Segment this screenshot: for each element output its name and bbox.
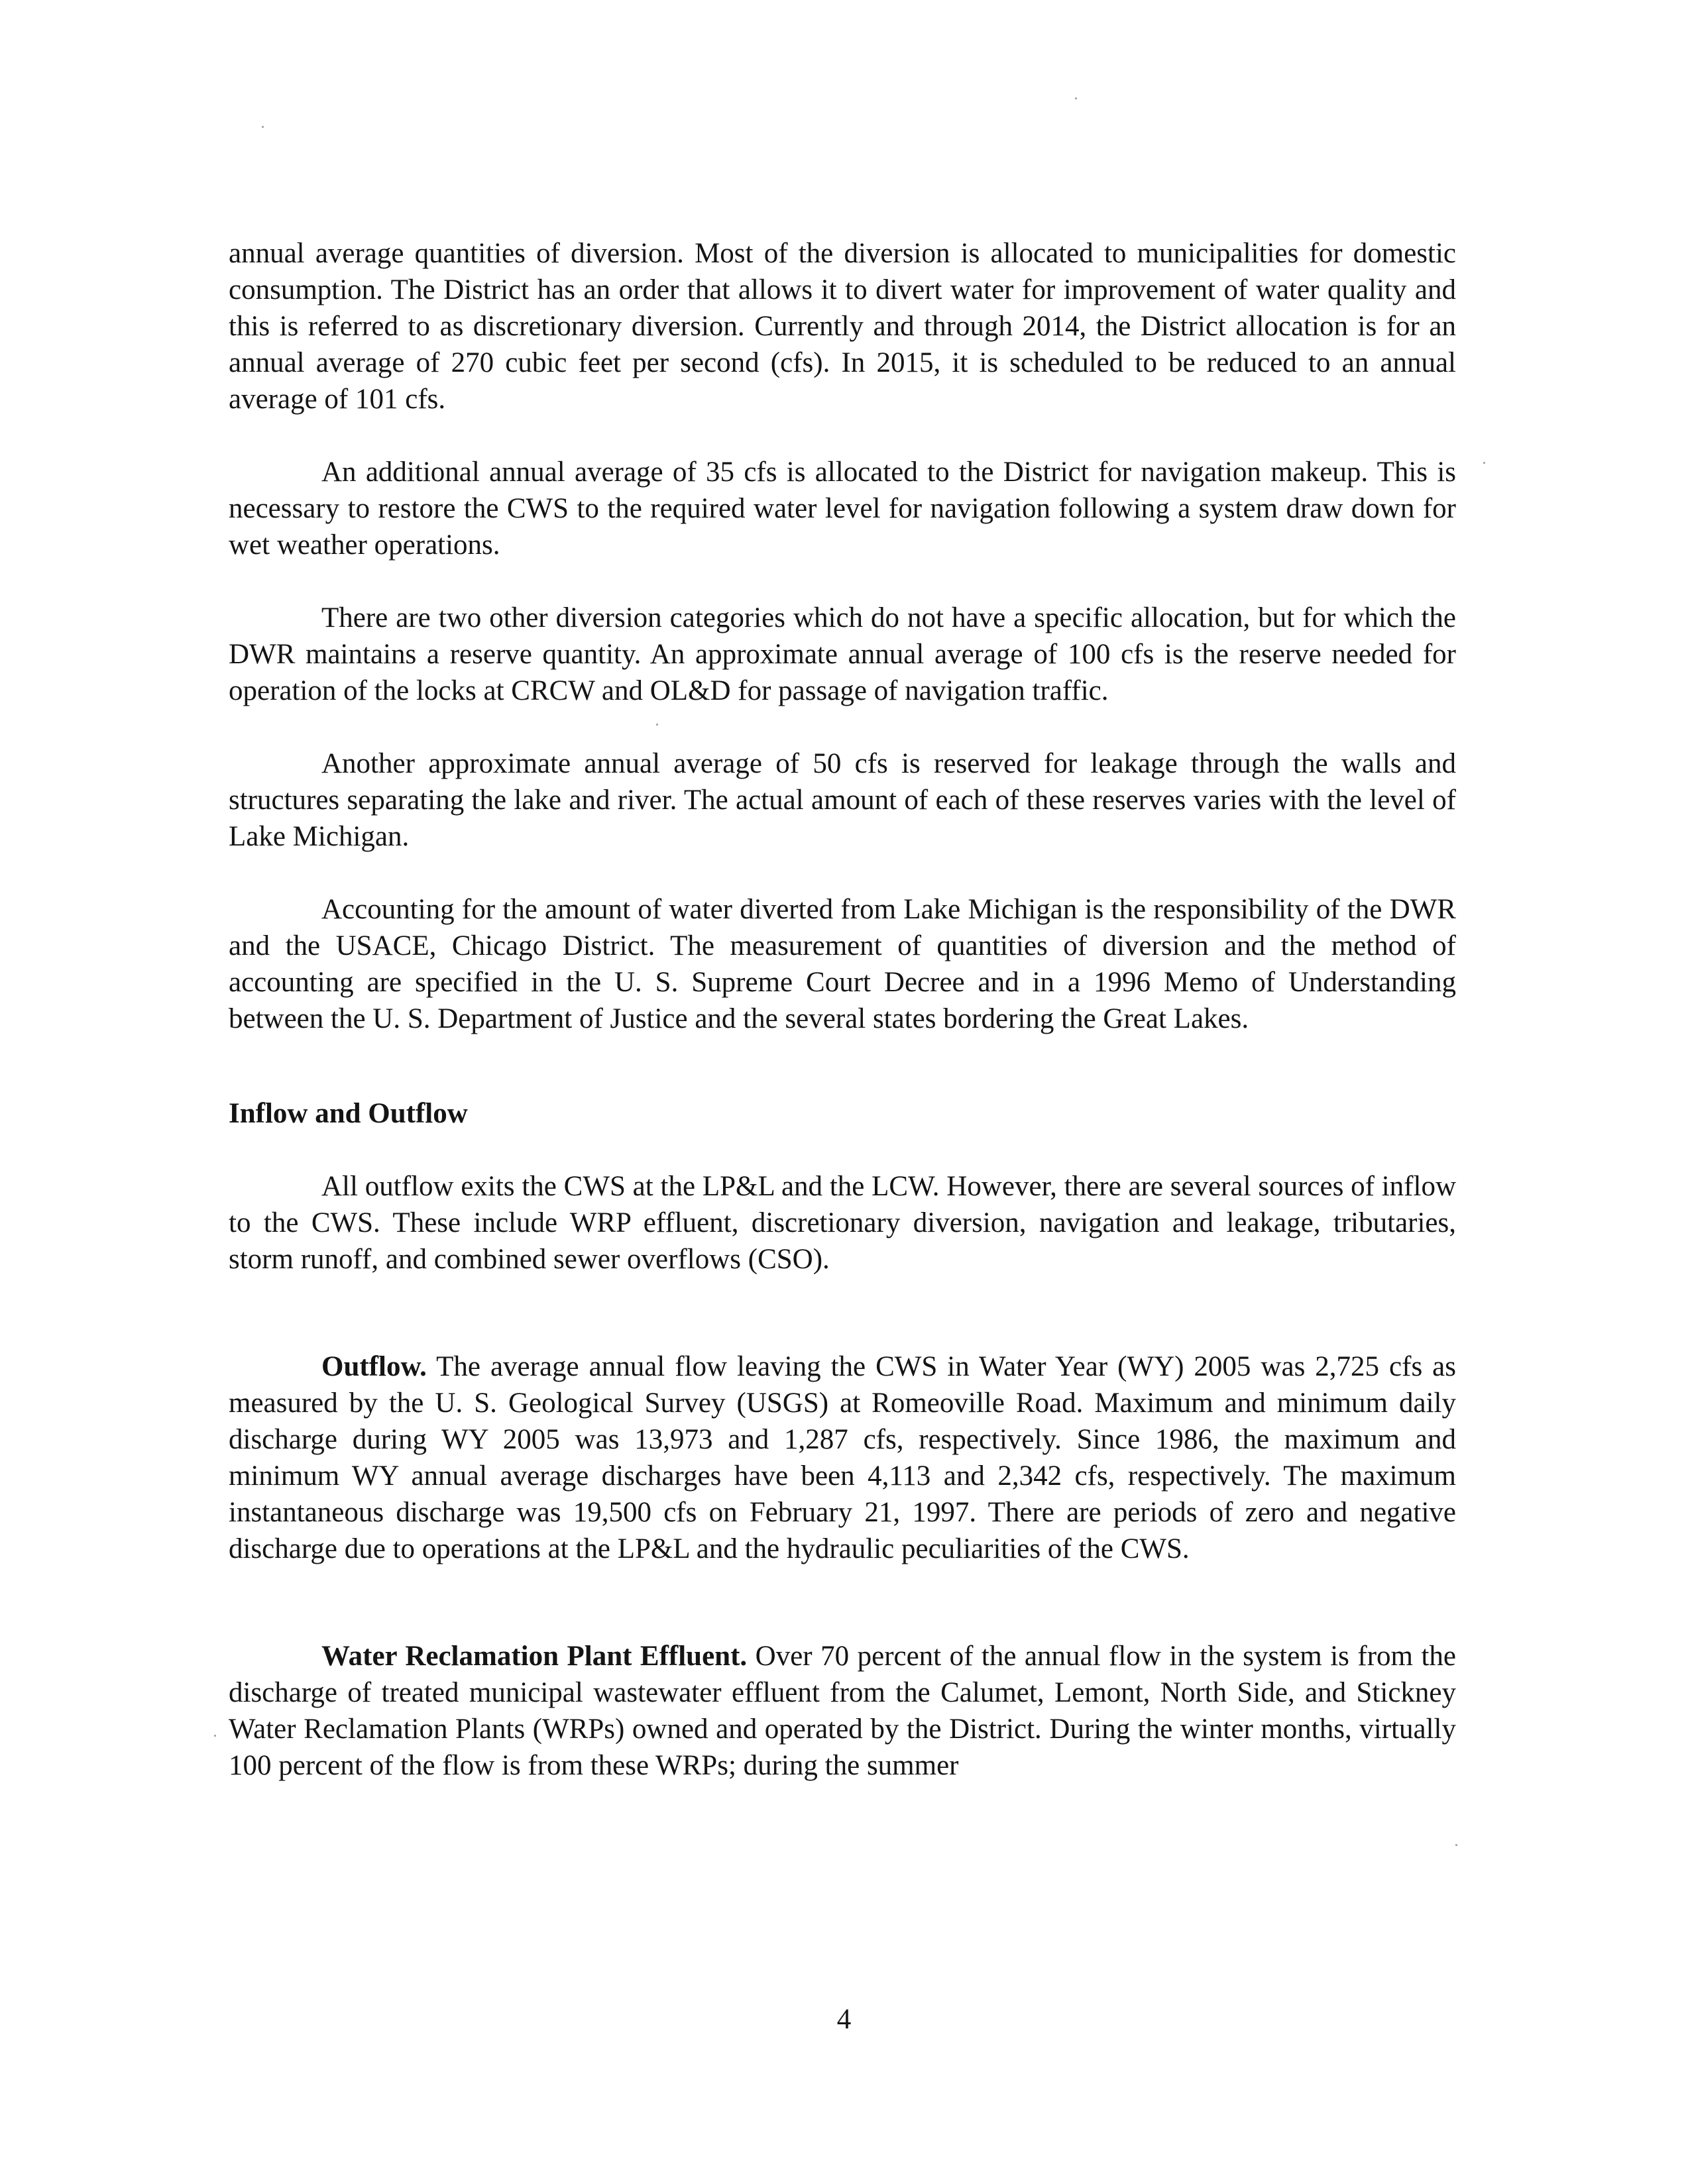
wrp-run-in-heading: Water Reclamation Plant Effluent.: [321, 1641, 748, 1672]
paragraph-outflow: [229, 1348, 1456, 1567]
scan-speck: [1075, 97, 1077, 99]
scan-speck: [262, 126, 264, 128]
paragraph-diversion-accounting: Accounting for the amount of water diverted from Lake Michigan is the responsibility of the DWR and the USACE, Chicago District. The measurement of quantities of diversion and the method of accounting are specified in the U. S. Supreme Court Decree and in a 1996 Memo of Understanding between the U. S. Department of Justice and the several states bordering the Great Lakes.: [229, 894, 1456, 1034]
document-page: [229, 235, 1456, 1784]
paragraph-leakage-reserve: Another approximate annual average of 50 cfs is reserved for leakage through the walls and structures separating the lake and river. The actual amount of each of these reserves varies with the level of Lake Michigan.: [229, 748, 1456, 852]
wrp-text: Over 70 percent of the annual flow in the system is from the discharge of treated municipal wastewater effluent from the Calumet, Lemont, North Side, and Stickney Water Reclamation Plants (WRPs) owned and operated by the District. During the winter months, virtually 100 percent of the flow is from these WRPs; during the summer: [229, 1641, 1457, 1781]
scan-speck: [1455, 1844, 1457, 1846]
outflow-run-in-heading: Outflow.: [321, 1351, 427, 1382]
scan-speck: [1483, 462, 1485, 464]
page-number: 4: [836, 2004, 852, 2035]
outflow-text: The average annual flow leaving the CWS in Water Year (WY) 2005 was 2,725 cfs as measured by the U. S. Geological Survey (USGS) at Romeoville Road. Maximum and minimum daily discharge during WY 2005 was 13,973 and 1,287 cfs, respectively. Since 1986, the maximum and minimum WY annual average discharges have been 4,113 and 2,342 cfs, respectively. The maximum instantaneous discharge was 19,500 cfs on February 21, 1997. There are periods of zero and negative discharge due to operations at the LP&L and the hydraulic peculiarities of the CWS.: [229, 1351, 1456, 1564]
paragraph-wrp-effluent: [229, 1638, 1456, 1784]
section-heading: Inflow and Outflow: [229, 1098, 468, 1129]
paragraph-inflow-outflow-intro: All outflow exits the CWS at the LP&L and the LCW. However, there are several sources of inflow to the CWS. These include WRP effluent, discretionary diversion, navigation and leakage, tributaries, storm runoff, and combined sewer overflows (CSO).: [229, 1171, 1456, 1275]
scan-speck: [214, 1735, 216, 1737]
paragraph-navigation-makeup: An additional annual average of 35 cfs is allocated to the District for navigation makeup. This is necessary to restore the CWS to the required water level for navigation following a system draw down for wet weather operations.: [229, 457, 1456, 561]
paragraph-diversion-allocation: annual average quantities of diversion. Most of the diversion is allocated to municipalities for domestic consumption. The District has an order that allows it to divert water for improvement of water quality and this is referred to as discretionary diversion. Currently and through 2014, the District allocation is for an annual average of 270 cubic feet per second (cfs). In 2015, it is scheduled to be reduced to an annual average of 101 cfs.: [229, 238, 1456, 415]
paragraph-reserve-quantity: There are two other diversion categories which do not have a specific allocation, but for which the DWR maintains a reserve quantity. An approximate annual average of 100 cfs is the reserve needed for operation of the locks at CRCW and OL&D for passage of navigation traffic.: [229, 602, 1456, 706]
